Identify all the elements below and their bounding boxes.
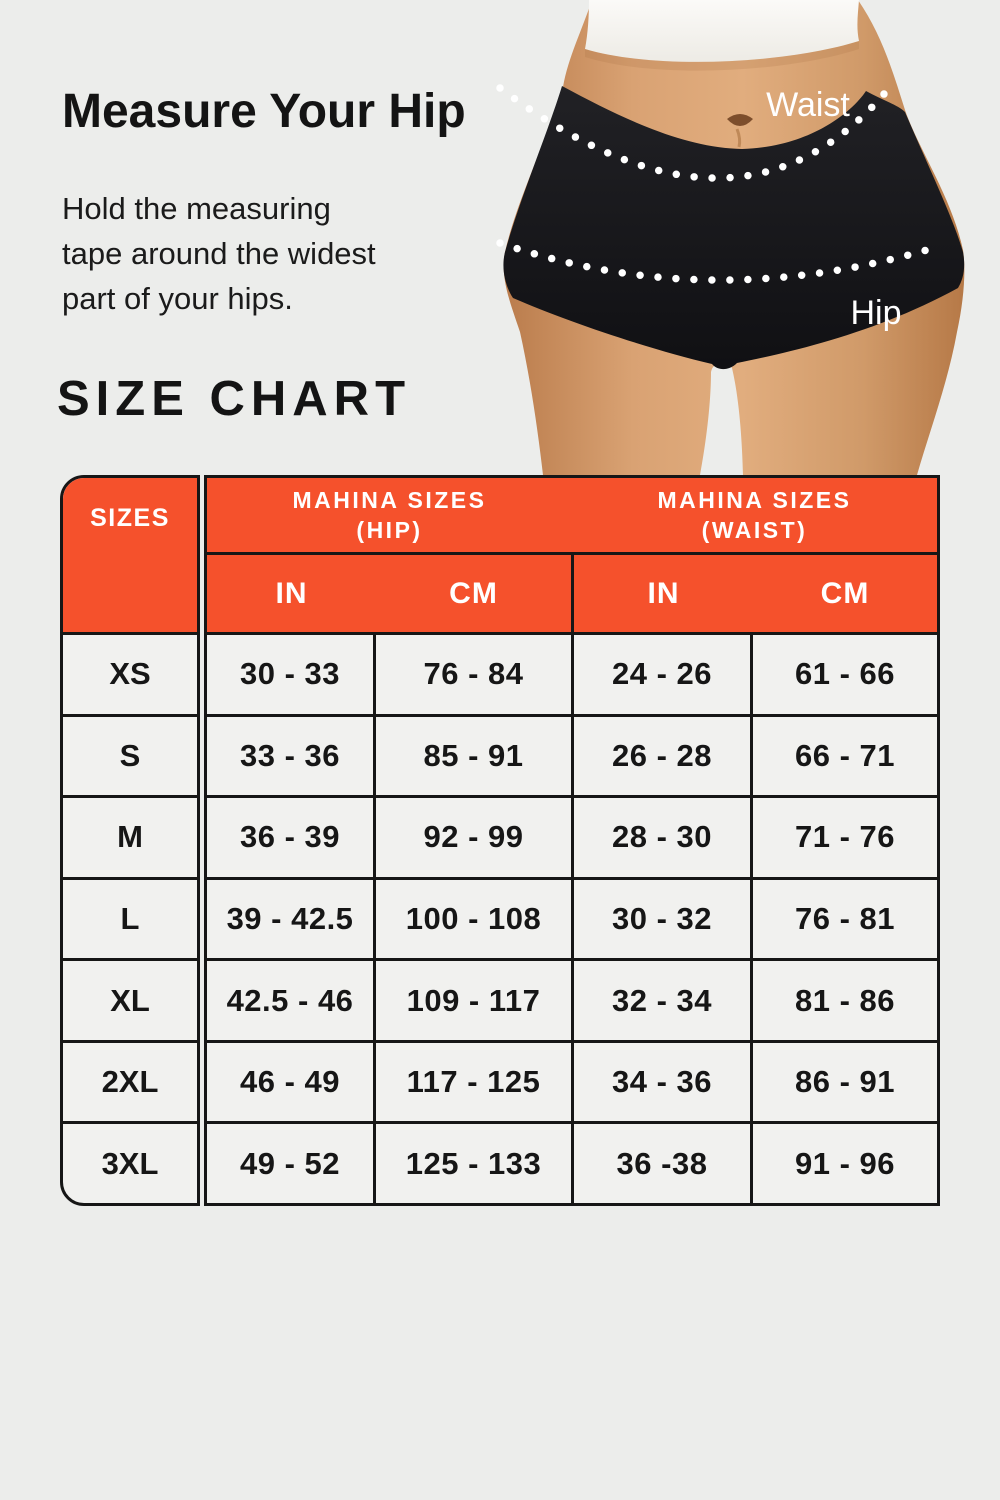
size-row-label: XS [63,635,197,717]
size-row-label: M [63,798,197,880]
unit-header-hip-in: IN [275,576,308,610]
sizes-column [60,475,200,1206]
cell-hip-in: 33 - 36 [207,717,376,796]
cell-hip-in: 39 - 42.5 [207,880,376,959]
cell-waist-cm: 86 - 91 [794,1064,895,1100]
hip-label: Hip [850,294,902,332]
cell-waist-cm: 61 - 66 [794,656,895,692]
cell-waist-in: 24 - 26 [574,635,753,714]
cell-hip-cm: 85 - 91 [376,717,574,796]
description-line: Hold the measuring [62,191,331,226]
description [62,186,376,321]
size-row-label: L [63,880,197,962]
group-header-hip [207,478,572,552]
cell-hip-cm: 117 - 125 [376,1043,574,1122]
size-row-label: 2XL [63,1043,197,1125]
description-line: part of your hips. [62,281,293,316]
cell-waist-cm: 76 - 81 [794,901,895,937]
cell-waist-in: 36 -38 [574,1124,753,1203]
table-row [207,880,937,962]
body-measurement-illustration [480,0,1000,475]
table-row [207,1043,937,1125]
section-title: SIZE CHART [57,372,411,426]
size-row-label: S [63,717,197,799]
cell-waist-in: 26 - 28 [574,717,753,796]
cell-hip-cm: 109 - 117 [376,961,574,1040]
size-chart-table [204,475,940,1206]
cell-waist-cm: 71 - 76 [794,819,895,855]
sizes-header-cell: SIZES [63,478,197,635]
size-row-label: 3XL [101,1145,159,1181]
unit-header-row [207,555,937,635]
table-row [207,961,937,1043]
group-header-waist [572,478,937,552]
cell-hip-in: 42.5 - 46 [207,961,376,1040]
cell-waist-cm: 81 - 86 [794,982,895,1018]
cell-hip-in: 46 - 49 [207,1043,376,1122]
cell-waist-cm: 66 - 71 [794,737,895,773]
cell-hip-in: 36 - 39 [207,798,376,877]
table-row [207,717,937,799]
unit-header-hip-cm: CM [376,555,574,632]
cell-waist-in: 30 - 32 [574,880,753,959]
unit-header-waist-in: IN [647,576,680,610]
group-header-waist-line2: (WAIST) [701,517,808,543]
cell-waist-cm: 91 - 96 [794,1145,895,1181]
cell-hip-cm: 125 - 133 [376,1124,574,1203]
unit-header-waist-cm: CM [820,576,870,610]
group-header-row [207,478,937,555]
table-row [207,798,937,880]
group-header-waist-line1: MAHINA SIZES [657,487,852,513]
table-row [207,635,937,717]
cell-hip-cm: 100 - 108 [376,880,574,959]
cell-hip-in: 49 - 52 [207,1124,376,1203]
cell-hip-cm: 76 - 84 [376,635,574,714]
waist-label: Waist [766,86,850,124]
group-header-hip-line2: (HIP) [356,517,423,543]
cell-hip-in: 30 - 33 [207,635,376,714]
page-title: Measure Your Hip [62,85,466,138]
group-header-hip-line1: MAHINA SIZES [292,487,487,513]
cell-hip-cm: 92 - 99 [376,798,574,877]
table-row [207,1124,937,1203]
cell-waist-in: 34 - 36 [574,1043,753,1122]
size-row-label: XL [63,961,197,1043]
cell-waist-in: 28 - 30 [574,798,753,877]
cell-waist-in: 32 - 34 [574,961,753,1040]
description-line: tape around the widest [62,236,376,271]
